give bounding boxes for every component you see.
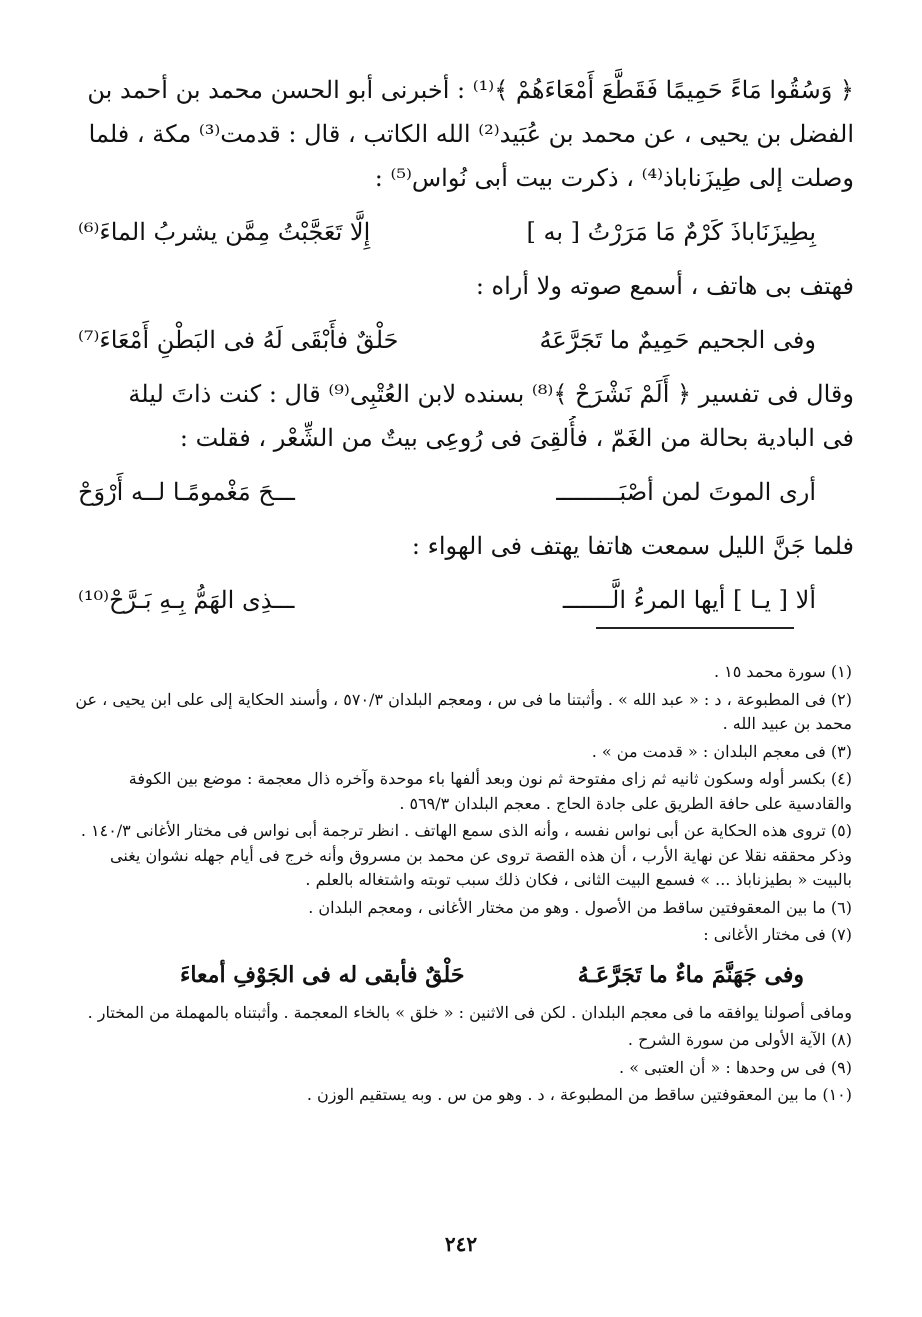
footnote-9: (٩) فى س وحدها : « أن العتبى » . xyxy=(619,1057,852,1077)
page-number: ٢٤٢ xyxy=(444,1232,478,1256)
footnote-2: (٢) فى المطبوعة ، د : « عبد الله » . وأثبتنا ما فى س ، ومعجم البلدان ٥٧٠/٣ ، وأسند الحكاية إلى على ابن يحيى ، عن محمد بن عبيد الله . xyxy=(75,689,852,733)
footnote-1: (١) سورة محمد ١٥ . xyxy=(713,662,852,681)
footnote-10: (١٠) ما بين المعقوفتين ساقط من المطبوعة ، د . وهو من س . وبه يستقيم الوزن . xyxy=(306,1085,852,1104)
text-line-2: الفضل بن يحيى ، عن محمد بن عُبَيد⁽²⁾ الله الكاتب ، قال : قدمت⁽³⁾ مكة ، فلما xyxy=(88,120,854,148)
text-line-1: ﴿ وَسُقُوا مَاءً حَمِيمًا فَقَطَّعَ أَمْعَاءَهُمْ ﴾⁽¹⁾ : أخبرنى أبو الحسن محمد بن أحمد بن xyxy=(87,76,854,104)
verse-3-first-hemistich: أرى الموتَ لمن أصْبَـــــــــ xyxy=(556,478,816,506)
footnote-verse xyxy=(70,951,852,1001)
footnote-5: (٥) تروى هذه الحكاية عن أبى نواس نفسه ، وأنه الذى سمع الهاتف . انظر ترجمة أبى نواس فى مختار الأغانى ١٤٠/٣ . وذكر محققه نقلا عن نهاية الأرب ، أن هذه القصة تروى عن محمد بن مسروق وأنه خرج فى أيام جهله نشوان يغنى بالبيت « بطيزناباذ ... » فسمع البيت الثانى ، فكان ذلك سبب توبته واشتغاله بالعلم . xyxy=(80,821,852,889)
footnote-7-continuation: ومافى أصولنا يوافقه ما فى معجم البلدان . لكن فى الاثنين : « خلق » بالخاء المعجمة . وأثبتناه بالمهملة من المختار . xyxy=(87,1002,852,1022)
footnote-separator xyxy=(596,627,794,629)
footnote-verse-first-hemistich: وفى جَهَنَّمَ ماءٌ ما تَجَرَّعَـهُ xyxy=(577,961,804,988)
footnote-7: (٧) فى مختار الأغانى : xyxy=(703,925,852,944)
footnote-3: (٣) فى معجم البلدان : « قدمت من » . xyxy=(591,741,852,761)
footnotes xyxy=(70,660,852,1111)
verse-3 xyxy=(68,466,854,518)
verse-2-second-hemistich: حَلْقٌ فأَبْقَى لَهُ فى البَطْنِ أَمْعَاءَ⁽⁷⁾ xyxy=(78,326,399,354)
verse-1-first-hemistich: بِطِيزَنَاباذَ كَرْمٌ مَا مَرَرْتُ [ به ] xyxy=(526,218,816,246)
text-line-5: فى البادية بحالة من الغَمّ ، فأُلقِىَ فى رُوعِى بيتٌ من الشِّعْر ، فقلت : xyxy=(179,424,854,452)
text-line-hatif: فهتف بى هاتف ، أسمع صوته ولا أراه : xyxy=(475,272,854,300)
text-line-night: فلما جَنَّ الليل سمعت هاتفا يهتف فى الهواء : xyxy=(411,532,854,560)
footnote-4: (٤) بكسر أوله وسكون ثانيه ثم زاى مفتوحة ثم نون وبعد ألفها باء موحدة وآخره ذال معجمة : موضع بين الكوفة والقادسية على حافة الطريق على جادة الحاج . معجم البلدان ٥٦٩/٣ . xyxy=(128,769,852,813)
text-line-3: وصلت إلى طِيزَناباذ⁽⁴⁾ ، ذكرت بيت أبى نُواس⁽⁵⁾ : xyxy=(374,164,854,192)
footnote-8: (٨) الآية الأولى من سورة الشرح . xyxy=(627,1030,852,1049)
verse-3-second-hemistich: ـــحَ مَغْمومًـا لــه أَرْوَحْ xyxy=(78,478,295,506)
footnote-verse-second-hemistich: حَلْقٌ فأبقى له فى الجَوْفِ أمعاءَ xyxy=(180,961,465,988)
main-text xyxy=(68,68,854,632)
verse-1-second-hemistich: إِلَّا تَعَجَّبْتُ مِمَّن يشربُ الماءَ⁽⁶⁾ xyxy=(78,218,371,246)
verse-1 xyxy=(68,206,854,258)
verse-2 xyxy=(68,314,854,366)
footnote-6: (٦) ما بين المعقوفتين ساقط من الأصول . وهو من مختار الأغانى ، ومعجم البلدان . xyxy=(308,897,852,917)
verse-2-first-hemistich: وفى الجحيم حَمِيمٌ ما تَجَرَّعَهُ xyxy=(539,326,816,354)
verse-4 xyxy=(68,574,854,626)
text-line-4: وقال فى تفسير ﴿ أَلَمْ نَشْرَحْ ﴾⁽⁸⁾ بسنده لابن العُتْبِى⁽⁹⁾ قال : كنت ذاتَ ليلة xyxy=(128,380,854,408)
verse-4-first-hemistich: ألا [ يـا ] أيها المرءُ الَّـــــــ xyxy=(562,586,816,614)
verse-4-second-hemistich: ـــذِى الهَمُّ بِـهِ بَـرَّحْ⁽¹⁰⁾ xyxy=(78,586,295,614)
